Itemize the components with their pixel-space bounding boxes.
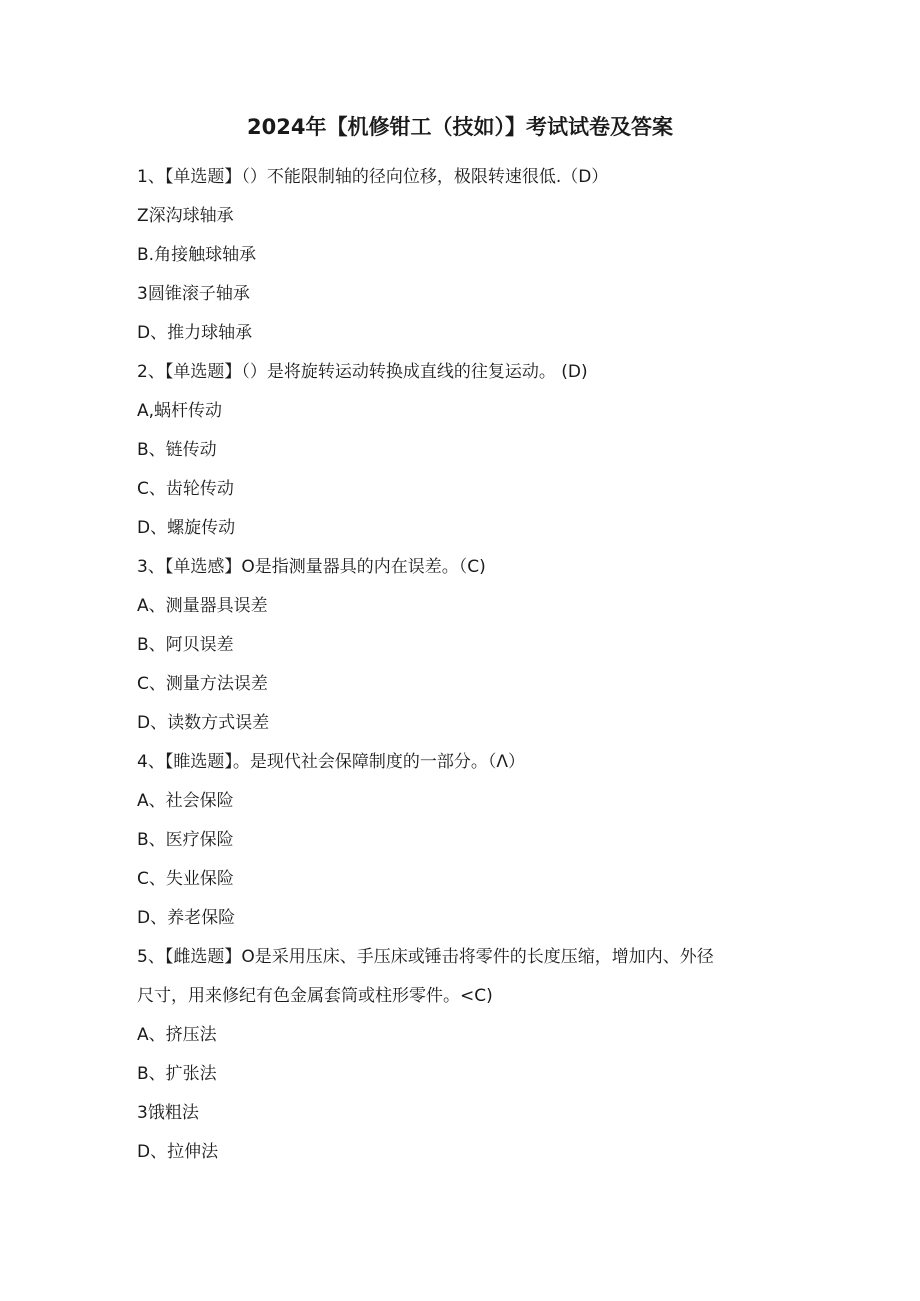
question-2-stem: 2、【单选题】（）是将旋转运动转换成直线的往复运动。 (D) [137,362,588,382]
question-1-stem: 1、【单选题】（）不能限制轴的径向位移，极限转速很低.（D） [137,167,609,187]
question-1-option-a: Z深沟球轴承 [137,206,234,226]
question-list [137,158,787,1172]
question-2-option-c: C、齿轮传动 [137,479,234,499]
question-3-stem: 3、【单选感】O是指测量器具的内在误差。（C) [137,557,486,577]
question-5-stem: 5、【雌选题】O是采用压床、手压床或锤击将零件的长度压缩，增加内、外径 [137,947,714,967]
question-3-option-a: A、测量器具误差 [137,596,268,616]
question-2-option-b: B、链传动 [137,440,217,460]
question-4-option-b: B、医疗保险 [137,830,234,850]
question-5-option-d: D、拉伸法 [137,1142,219,1162]
question-5-option-b: B、扩张法 [137,1064,217,1084]
question-5-stem-continued: 尺寸，用来修纪有色金属套筒或柱形零件。<C) [137,986,493,1006]
question-4-option-d: D、养老保险 [137,908,236,928]
question-1-option-c: 3圆锥滚子轴承 [137,284,250,304]
question-5-option-a: A、挤压法 [137,1025,217,1045]
question-3-option-b: B、阿贝误差 [137,635,234,655]
document-title: 2024年【机修钳工（技如）】考试试卷及答案 [247,115,673,139]
question-1-option-b: B.角接触球轴承 [137,245,257,265]
question-1-option-d: D、推力球轴承 [137,323,253,343]
question-3-option-d: D、读数方式误差 [137,713,270,733]
question-2-option-a: A,蜗杆传动 [137,401,223,421]
question-2-option-d: D、螺旋传动 [137,518,236,538]
question-4-option-a: A、社会保险 [137,791,234,811]
question-5-option-c: 3饿粗法 [137,1103,199,1123]
question-3-option-c: C、测量方法误差 [137,674,268,694]
question-4-stem: 4、【睢选题】。是现代社会保障制度的一部分。（Λ） [137,752,525,772]
question-4-option-c: C、失业保险 [137,869,234,889]
